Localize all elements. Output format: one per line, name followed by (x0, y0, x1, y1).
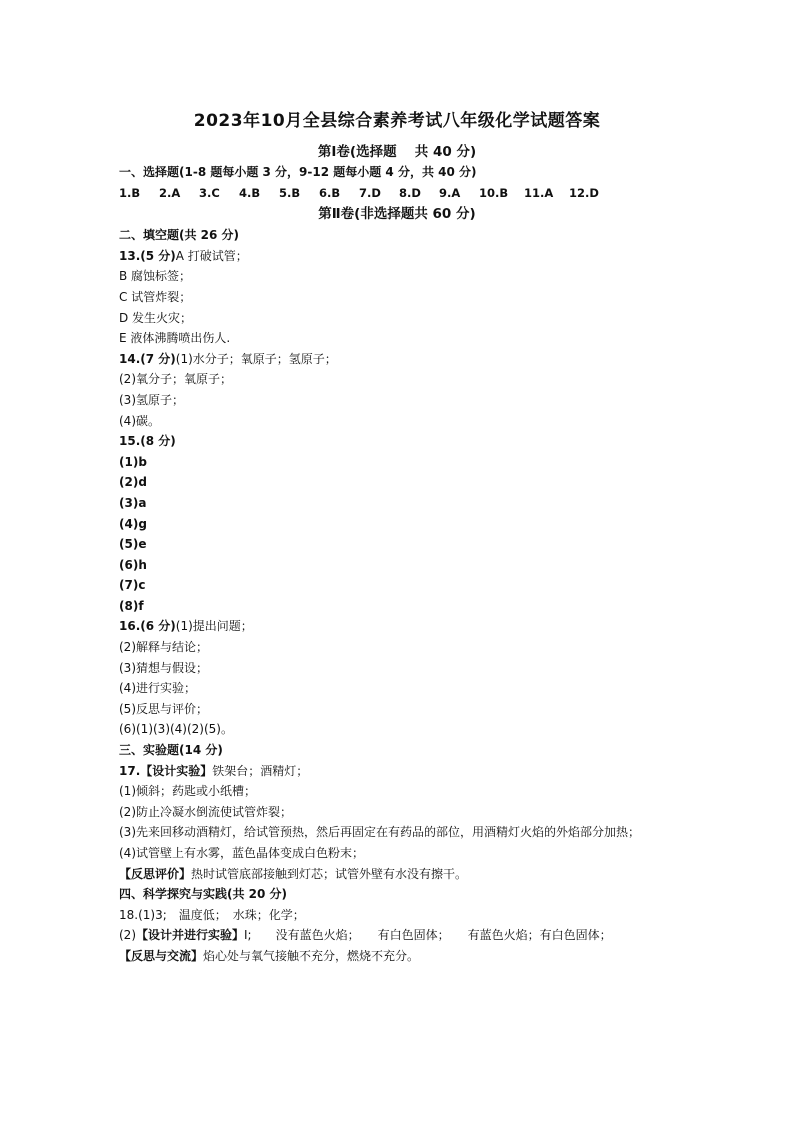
q18-line-2-label: 【设计并进行实验】 (136, 928, 245, 943)
mcq-answer: 7.D (359, 185, 381, 200)
q17-line: (1)倾斜；药匙或小纸槽； (119, 784, 256, 799)
part-2-heading: 第Ⅱ卷(非选择题共 60 分) (318, 206, 476, 223)
mcq-answer: 6.B (319, 185, 341, 200)
q15-line: (6)h (119, 557, 147, 572)
q14-line: (2)氧分子；氧原子； (119, 372, 232, 387)
q16-line: (4)进行实验； (119, 681, 196, 696)
part-1-heading: 第Ⅰ卷(选择题 共 40 分) (317, 144, 477, 160)
q16-line (119, 616, 689, 637)
q18-line-3-label: 【反思与交流】 (119, 948, 204, 963)
mcq-answers (119, 183, 689, 204)
q14-line: (3)氢原子； (119, 392, 184, 407)
q16-label: 16.(6 分) (119, 619, 176, 634)
q18-line-2-prefix: (2) (119, 928, 136, 943)
mcq-answer: 12.D (569, 185, 599, 200)
mcq-answer: 10.B (479, 185, 509, 200)
q15-label: 15.(8 分) (119, 434, 176, 449)
q13-line: B 腐蚀标签； (119, 269, 192, 284)
q13-line (119, 246, 689, 267)
section-1-heading: 一、选择题(1-8 题每小题 3 分，9-12 题每小题 4 分，共 40 分) (119, 165, 477, 179)
mcq-answer: 1.B (119, 185, 141, 200)
mcq-answer: 9.A (439, 185, 461, 200)
q17-label: 17.【设计实验】 (119, 763, 213, 778)
mcq-answer: 8.D (399, 185, 421, 200)
q17-reflect-text: 热时试管底部接触到灯芯；试管外壁有水没有擦干。 (191, 866, 468, 881)
q17-line: (3)先来回移动酒精灯，给试管预热，然后再固定在有药品的部位，用酒精灯火焰的外焰部分加热； (119, 825, 641, 840)
q15-line: (4)g (119, 516, 147, 531)
q15-line: (8)f (119, 598, 144, 613)
q17-answer: 铁架台；酒精灯； (212, 763, 309, 778)
q18-line-2 (119, 925, 689, 946)
q17-line (119, 761, 689, 782)
mcq-answer: 2.A (159, 185, 181, 200)
q13-line: C 试管炸裂； (119, 289, 192, 304)
q16-answer: (1)提出问题； (175, 619, 253, 634)
q16-line: (6)(1)(3)(4)(2)(5)。 (119, 722, 233, 737)
q16-line: (5)反思与评价； (119, 701, 208, 716)
q15-line: (3)a (119, 495, 147, 510)
q14-line (119, 349, 689, 370)
q18-line-2-text: I; 没有蓝色火焰； 有白色固体； 有蓝色火焰；有白色固体； (244, 928, 612, 943)
mcq-answer: 11.A (524, 185, 554, 200)
section-3-heading: 三、实验题(14 分) (119, 743, 223, 758)
q15-line: (7)c (119, 578, 146, 593)
section-2-heading: 二、填空题(共 26 分) (119, 228, 240, 243)
q13-answer: A 打破试管； (175, 248, 248, 263)
q14-label: 14.(7 分) (119, 351, 176, 366)
q15-line: (1)b (119, 454, 147, 469)
q14-line: (4)碳。 (119, 413, 160, 428)
q18-line-1: 18.(1)3; 温度低； 水珠；化学； (119, 907, 305, 922)
q14-answer: (1)水分子；氧原子；氢原子； (175, 351, 337, 366)
q17-line: (4)试管壁上有水雾，蓝色晶体变成白色粉末； (119, 846, 364, 860)
q17-reflect-line (119, 864, 689, 885)
q15-line: (2)d (119, 475, 147, 490)
q15-line: (5)e (119, 537, 147, 552)
q17-reflect-label: 【反思评价】 (119, 866, 192, 881)
q13-line: E 液体沸腾喷出伤人. (119, 331, 231, 346)
q16-line: (2)解释与结论； (119, 640, 208, 655)
q13-line: D 发生火灾； (119, 310, 193, 325)
q18-line-3-text: 焰心处与氧气接触不充分，燃烧不充分。 (203, 948, 420, 963)
q13-label: 13.(5 分) (119, 248, 176, 263)
q16-line: (3)猜想与假设； (119, 660, 208, 675)
document-title: 2023年10月全县综合素养考试八年级化学试题答案 (193, 111, 601, 131)
mcq-answer: 4.B (239, 185, 261, 200)
section-4-heading: 四、科学探究与实践(共 20 分) (119, 887, 288, 902)
q17-line: (2)防止冷凝水倒流使试管炸裂； (119, 804, 292, 819)
q18-line-3 (119, 946, 689, 967)
answer-content (119, 162, 689, 967)
mcq-answer: 5.B (279, 185, 301, 200)
mcq-answer: 3.C (199, 185, 220, 200)
